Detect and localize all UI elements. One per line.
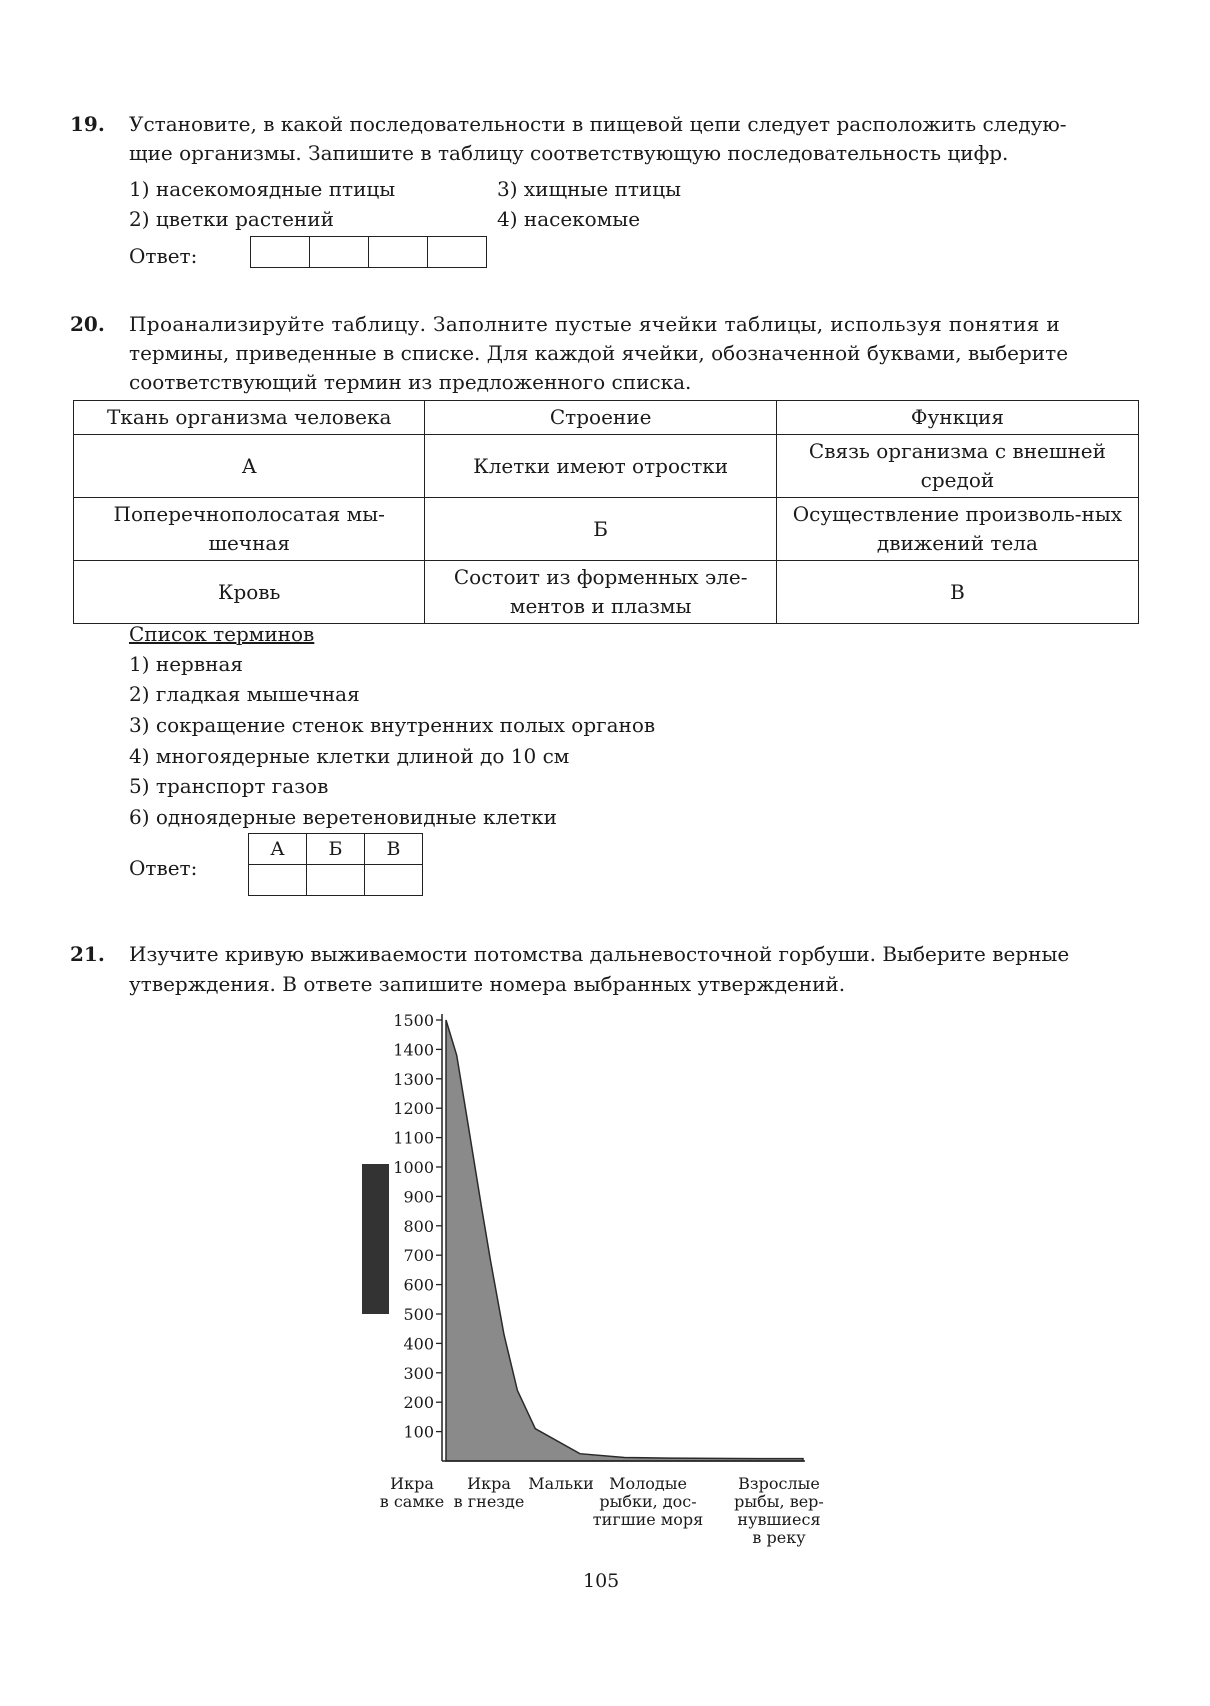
question-19-number: 19.	[70, 112, 105, 136]
question-20-text-line2: термины, приведенные в списке. Для каждой ячейки, обозначенной буквами, выберите	[129, 341, 1069, 365]
dark-scale-bar	[362, 1164, 389, 1314]
term-item: 6) одноядерные веретеновидные клетки	[129, 805, 557, 829]
q19-answer-label: Ответ:	[129, 244, 198, 268]
survival-area	[446, 1020, 803, 1461]
q19-option-3: 3) хищные птицы	[497, 177, 682, 201]
term-item: 1) нервная	[129, 652, 243, 676]
q19-answer-cell[interactable]	[310, 237, 369, 268]
q20-answer-grid	[248, 833, 423, 896]
term-item: 2) гладкая мышечная	[129, 682, 360, 706]
table-header: Строение	[425, 401, 776, 435]
question-20-number: 20.	[70, 312, 105, 336]
question-20-text-line3: соответствующий термин из предложенного списка.	[129, 370, 692, 394]
answer-header: Б	[307, 834, 365, 865]
page-number: 105	[583, 1570, 620, 1592]
q19-answer-cell[interactable]	[251, 237, 310, 268]
question-21-number: 21.	[70, 942, 105, 966]
term-item: 3) сокращение стенок внутренних полых органов	[129, 713, 656, 737]
q19-option-2: 2) цветки растений	[129, 207, 334, 231]
table-cell: Поперечнополосатая мы-шечная	[74, 498, 425, 561]
table-cell: Состоит из форменных эле-ментов и плазмы	[425, 561, 776, 624]
term-item: 4) многоядерные клетки длиной до 10 см	[129, 744, 570, 768]
table-cell: Связь организма с внешней средой	[776, 435, 1138, 498]
q20-answer-cell[interactable]	[307, 865, 365, 896]
q19-option-1: 1) насекомоядные птицы	[129, 177, 396, 201]
y-tick-label: 1300	[393, 1069, 434, 1089]
table-cell: Кровь	[74, 561, 425, 624]
table-cell: А	[74, 435, 425, 498]
terms-list-title: Список терминов	[129, 622, 315, 646]
table-header: Функция	[776, 401, 1138, 435]
y-tick-label: 900	[403, 1187, 434, 1207]
y-tick-label: 600	[403, 1275, 434, 1295]
tissue-table	[73, 400, 1139, 624]
q20-answer-label: Ответ:	[129, 856, 198, 880]
y-tick-label: 800	[403, 1216, 434, 1236]
question-19-text-line1: Установите, в какой последовательности в пищевой цепи следует расположить следую-	[129, 112, 1067, 136]
table-cell: В	[776, 561, 1138, 624]
x-category-label: Мальки	[528, 1474, 594, 1493]
question-21-text-line2: утверждения. В ответе запишите номера выбранных утверждений.	[129, 972, 846, 996]
x-category-label: Икра в гнезде	[453, 1474, 525, 1511]
x-category-label: Взрослые рыбы, вер-нувшиеся в реку	[734, 1474, 824, 1547]
table-cell: Клетки имеют отростки	[425, 435, 776, 498]
table-cell: Осуществление произволь-ных движений тела	[776, 498, 1138, 561]
question-21-text-line1: Изучите кривую выживаемости потомства дальневосточной горбуши. Выберите верные	[129, 942, 1070, 966]
q19-answer-grid	[250, 236, 487, 268]
y-tick-label: 1000	[393, 1158, 434, 1177]
term-item: 5) транспорт газов	[129, 774, 329, 798]
q20-answer-cell[interactable]	[249, 865, 307, 896]
q19-answer-cell[interactable]	[369, 237, 428, 268]
x-category-label: Икра в самке	[379, 1474, 445, 1511]
y-tick-label: 400	[403, 1334, 434, 1354]
y-tick-label: 1400	[393, 1040, 434, 1060]
y-tick-label: 1500	[393, 1011, 434, 1030]
y-tick-label: 500	[403, 1305, 434, 1324]
y-tick-label: 300	[403, 1363, 434, 1383]
q20-answer-cell[interactable]	[365, 865, 423, 896]
y-tick-label: 1200	[393, 1099, 434, 1119]
table-cell: Б	[425, 498, 776, 561]
x-category-label: Молодые рыбки, дос-тигшие моря	[592, 1474, 704, 1529]
question-20-text-line1: Проанализируйте таблицу. Заполните пустые ячейки таблицы, используя понятия и	[129, 312, 1061, 336]
q19-option-4: 4) насекомые	[497, 207, 641, 231]
y-tick-label: 700	[403, 1246, 434, 1266]
y-tick-label: 200	[403, 1393, 434, 1413]
q19-answer-cell[interactable]	[428, 237, 487, 268]
y-tick-label: 100	[403, 1422, 434, 1442]
y-tick-label: 1100	[393, 1128, 434, 1148]
answer-header: В	[365, 834, 423, 865]
table-header: Ткань организма человека	[74, 401, 425, 435]
question-19-text-line2: щие организмы. Запишите в таблицу соответствующую последовательность цифр.	[129, 141, 1009, 165]
answer-header: А	[249, 834, 307, 865]
